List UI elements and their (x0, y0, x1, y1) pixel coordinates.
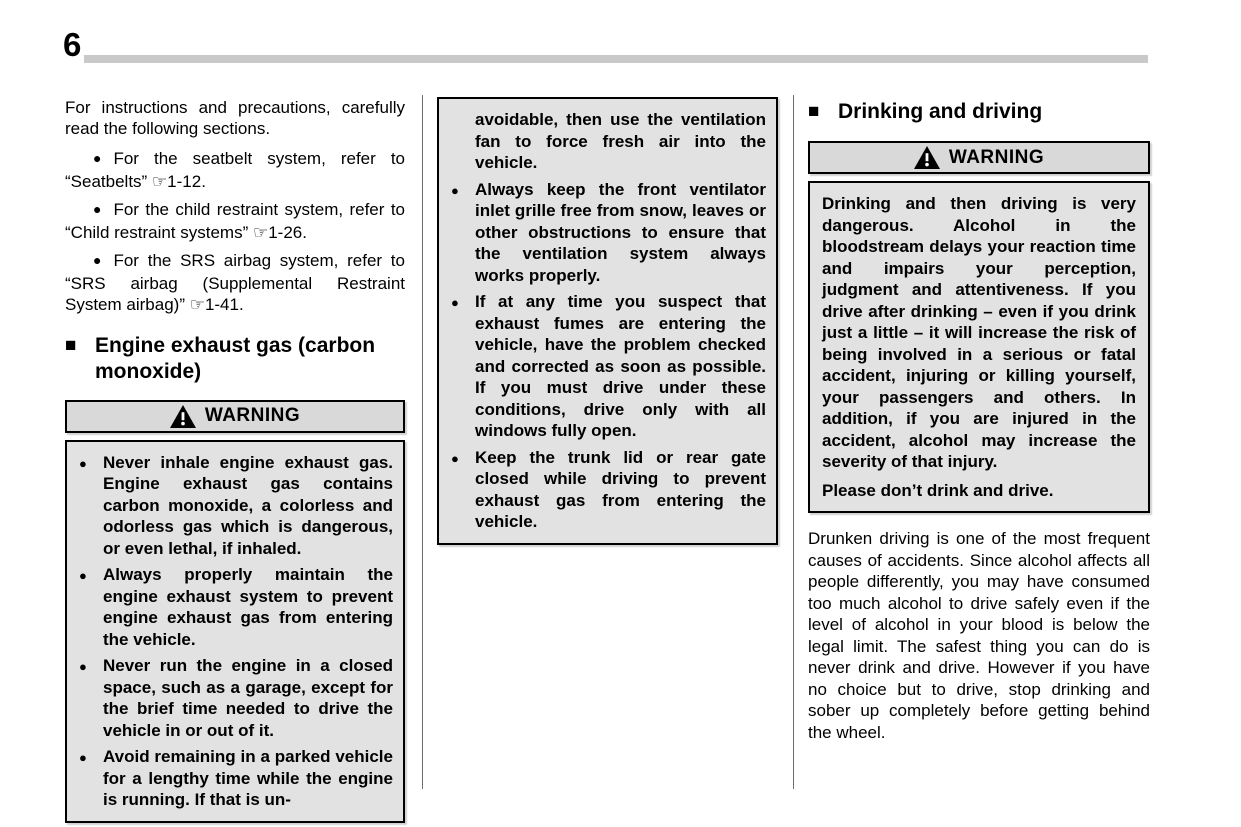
warning-item: ● Avoid remaining in a parked vehicle for a lengthy time while the engine is running. If that is un- (79, 747, 393, 809)
warning-title: WARNING (948, 146, 1045, 168)
section-heading-engine-exhaust (65, 333, 405, 385)
bullet-icon: ● (79, 750, 87, 765)
header-rule (84, 55, 1148, 63)
middle-column (437, 97, 778, 545)
warning-header (808, 141, 1150, 174)
bullet-icon: ● (79, 455, 87, 471)
bullet-icon: ● (93, 150, 102, 166)
right-column (808, 97, 1150, 743)
warning-triangle-icon (914, 146, 940, 169)
bullet-icon: ● (451, 450, 459, 466)
warning-paragraph: Please don’t drink and drive. (822, 480, 1054, 500)
warning-title: WARNING (204, 405, 301, 426)
section-square-icon: ■ (808, 101, 820, 122)
section-heading-drinking-driving (808, 99, 1150, 125)
hanging-indent-spacer (451, 109, 475, 174)
column-divider (422, 95, 423, 789)
body-paragraph: Drunken driving is one of the most frequent causes of accidents. Since alcohol affects all people differently, you may have consumed too much alcohol to drive safely even if the level of alcohol in your blood is below the legal limit. The safest thing you can do is never drink and drive. However if you have no choice but to drive, stop drinking and sober up completely before getting behind the wheel. (808, 529, 1150, 742)
section-heading-text: Engine exhaust gas (carbon monoxide) (95, 333, 376, 383)
warning-item: ● Always keep the front ventilator inlet grille free from snow, leaves or other obstructions to ensure that the ventilation system always works properly. (451, 179, 766, 285)
bullet-icon: ● (451, 295, 459, 310)
section-square-icon: ■ (65, 334, 77, 356)
section-heading-text: Drinking and driving (838, 100, 1043, 123)
reference-text: For the child restraint system, refer to “Child restraint systems” ☞1-26. (65, 200, 405, 242)
bullet-icon: ● (451, 182, 459, 198)
reference-item (65, 250, 405, 316)
warning-item: ● Keep the trunk lid or rear gate closed while driving to prevent exhaust gas from entering the vehicle. (451, 447, 766, 531)
reference-text: For the seatbelt system, refer to “Seatbelts” ☞1-12. (65, 149, 405, 191)
warning-triangle-icon (170, 405, 196, 428)
warning-box-engine-exhaust (65, 440, 405, 823)
intro-paragraph: For instructions and precautions, carefully read the following sections. (65, 98, 405, 138)
warning-box-drinking-driving (808, 181, 1150, 513)
bullet-icon: ● (93, 201, 102, 217)
warning-item: ● Never inhale engine exhaust gas. Engine exhaust gas contains carbon monoxide, a colorless and odorless gas which is dangerous, or even lethal, if inhaled. (79, 452, 393, 558)
reference-item (65, 199, 405, 243)
column-divider (793, 95, 794, 789)
warning-item: ● Never run the engine in a closed space, such as a garage, except for the brief time needed to drive the vehicle in or out of it. (79, 656, 393, 740)
bullet-icon: ● (79, 659, 87, 674)
reference-text: For the SRS airbag system, refer to “SRS airbag (Supplemental Restraint System airbag)” ☞1-41. (65, 251, 405, 314)
bullet-icon: ● (79, 568, 87, 583)
bullet-icon: ● (93, 252, 102, 268)
reference-item (65, 148, 405, 192)
page-number: 6 (63, 26, 82, 63)
warning-paragraph: Drinking and then driving is very dangerous. Alcohol in the bloodstream delays your reaction time and impairs your perception, judgment and attentiveness. If you drive after drinking – even if you drink just a little – it will increase the risk of being involved in a serious or fatal accident, injuring or killing yourself, your passengers and others. In addition, if you are injured in the accident, alcohol may increase the severity of that injury. (822, 194, 1136, 471)
warning-item: ● If at any time you suspect that exhaust fumes are entering the vehicle, have the problem checked and corrected as soon as possible. If you must drive under these conditions, drive only with all windows fully open. (451, 292, 766, 440)
warning-item-continuation: avoidable, then use the ventilation fan to force fresh air into the vehicle. (451, 109, 766, 174)
warning-item: ● Always properly maintain the engine exhaust system to prevent engine exhaust gas from entering the vehicle. (79, 565, 393, 649)
warning-header (65, 400, 405, 433)
left-column (65, 97, 405, 823)
warning-box-engine-exhaust-continued (437, 97, 778, 545)
